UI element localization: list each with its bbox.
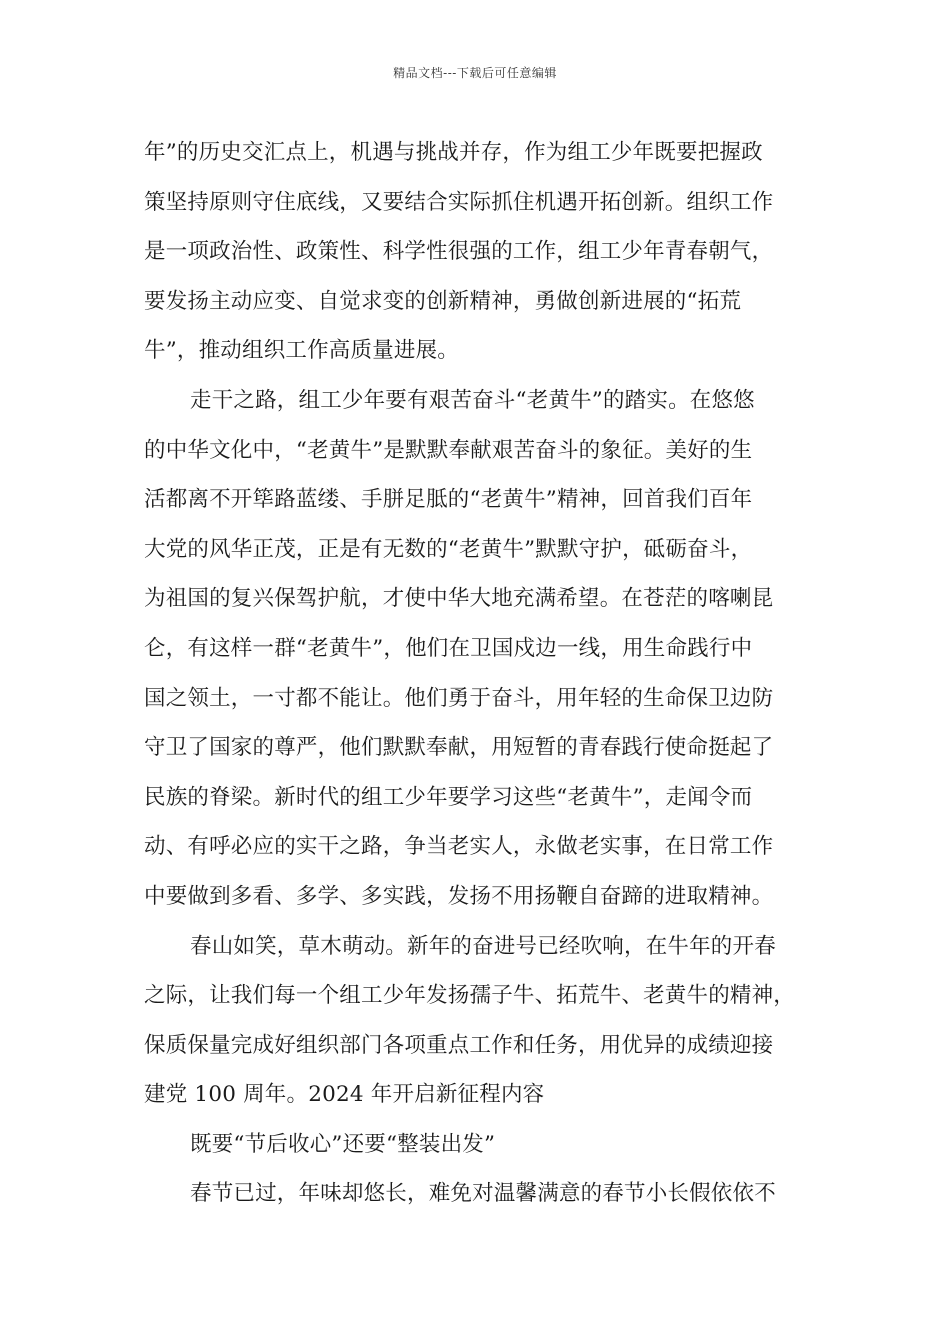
text-line: 牛”，推动组织工作高质量进展。 <box>144 338 459 364</box>
document-body <box>144 128 814 1219</box>
text-line: 年”的历史交汇点上，机遇与挑战并存，作为组工少年既要把握政 <box>144 140 763 165</box>
text-line: 是一项政治性、政策性、科学性很强的工作，组工少年青春朝气， <box>144 239 774 265</box>
paragraph-first-line: 春山如笑，草木萌动。新年的奋进号已经吹响，在牛年的开春 <box>190 933 776 959</box>
text-line: 国之领土，一寸都不能让。他们勇于奋斗，用年轻的生命保卫边防 <box>144 685 774 711</box>
text-line: 之际，让我们每一个组工少年发扬孺子牛、拓荒牛、老黄牛的精神， <box>144 983 796 1009</box>
page-header: 精品文档---下载后可任意编辑 <box>393 66 557 80</box>
text-line: 建党 100 周年。2024 年开启新征程内容 <box>144 1082 545 1108</box>
text-line: 保质保量完成好组织部门各项重点工作和任务，用优异的成绩迎接 <box>144 1032 774 1058</box>
paragraph-first-line: 走干之路，组工少年要有艰苦奋斗“老黄牛”的踏实。在悠悠 <box>190 387 755 413</box>
text-line: 要发扬主动应变、自觉求变的创新精神，勇做创新进展的“拓荒 <box>144 288 742 314</box>
section-heading: 既要“节后收心”还要“整装出发” <box>190 1131 496 1157</box>
paragraph-first-line: 春节已过，年味却悠长，难免对温馨满意的春节小长假依依不 <box>190 1181 776 1207</box>
text-line: 中要做到多看、多学、多实践，发扬不用扬鞭自奋蹄的进取精神。 <box>144 883 774 909</box>
text-line: 活都离不开筚路蓝缕、手胼足胝的“老黄牛”精神，回首我们百年 <box>144 487 753 513</box>
text-line: 仑，有这样一群“老黄牛”，他们在卫国戍边一线，用生命践行中 <box>144 635 753 661</box>
text-line: 策坚持原则守住底线，又要结合实际抓住机遇开拓创新。组织工作 <box>144 189 774 215</box>
text-line: 民族的脊梁。新时代的组工少年要学习这些“老黄牛”，走闻令而 <box>144 784 753 810</box>
text-line: 动、有呼必应的实干之路，争当老实人，永做老实事，在日常工作 <box>144 834 774 860</box>
text-line: 守卫了国家的尊严，他们默默奉献，用短暂的青春践行使命挺起了 <box>144 735 774 761</box>
text-line: 为祖国的复兴保驾护航，才使中华大地充满希望。在苍茫的喀喇昆 <box>144 586 774 612</box>
text-line: 大党的风华正茂，正是有无数的“老黄牛”默默守护，砥砺奋斗， <box>144 536 753 562</box>
text-line: 的中华文化中，“老黄牛”是默默奉献艰苦奋斗的象征。美好的生 <box>144 437 753 463</box>
